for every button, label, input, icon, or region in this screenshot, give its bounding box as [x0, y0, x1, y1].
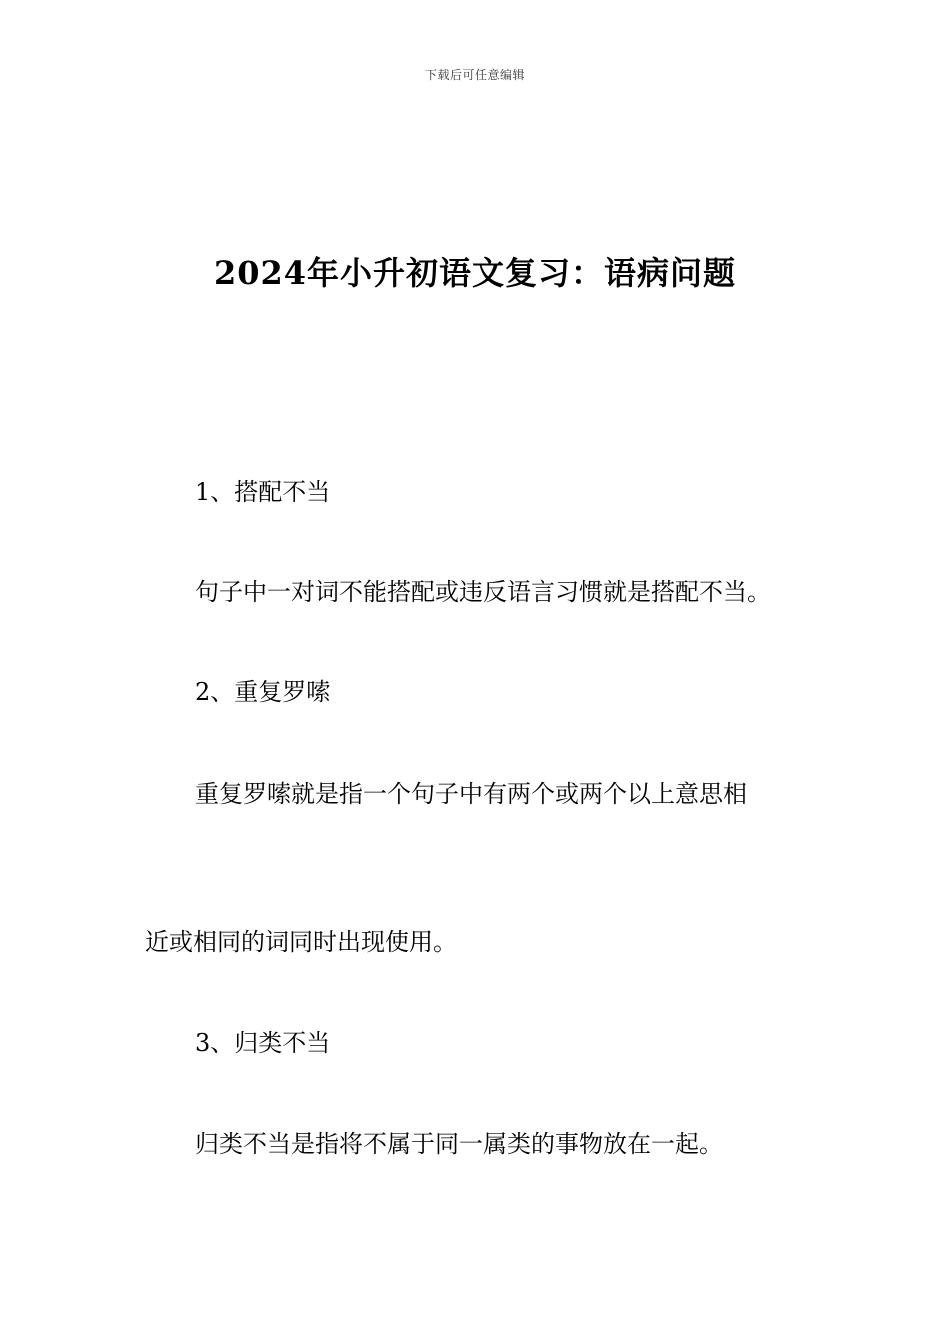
paragraph-line: 近或相同的词同时出现使用。	[145, 928, 457, 956]
paragraph-line: 归类不当是指将不属于同一属类的事物放在一起。	[195, 1130, 723, 1158]
section-heading-2: 2、重复罗嗦	[195, 678, 331, 706]
paragraph-line: 句子中一对词不能搭配或违反语言习惯就是搭配不当。	[195, 578, 771, 606]
section-heading-1: 1、搭配不当	[195, 478, 331, 506]
page-title: 2024年小升初语文复习：语病问题	[213, 254, 737, 292]
paragraph-line: 重复罗嗦就是指一个句子中有两个或两个以上意思相	[195, 780, 747, 808]
section-heading-3: 3、归类不当	[195, 1029, 331, 1057]
header-note: 下载后可任意编辑	[424, 68, 525, 82]
